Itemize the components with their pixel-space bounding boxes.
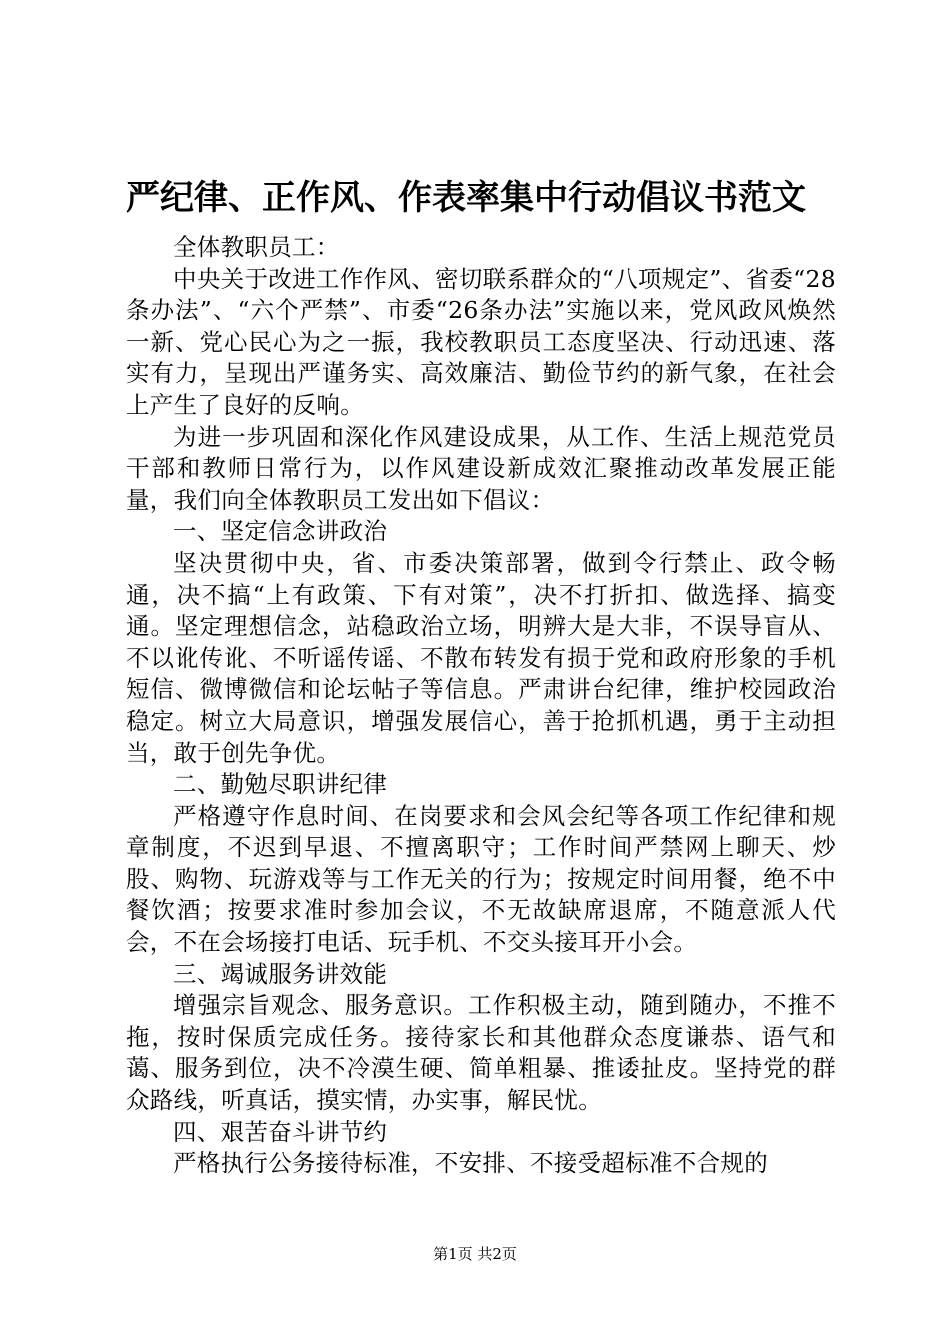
section-body-1: 坚决贯彻中央，省、市委决策部署，做到令行禁止、政令畅通，决不搞“上有政策、下有对策”，决不打折扣、做选择、搞变通。坚定理想信念，站稳政治立场，明辨大是大非，不误导盲从、不以讹传讹、不听谣传谣、不散布转发有损于党和政府形象的手机短信、微博微信和论坛帖子等信息。严肃讲台纪律，维护校园政治稳定。树立大局意识，增强发展信心，善于抢抓机遇，勇于主动担当，敢于创先争优。: [126, 548, 836, 767]
page-footer: 第1页 共2页: [433, 1245, 517, 1263]
section-body-2: 严格遵守作息时间、在岗要求和会风会纪等各项工作纪律和规章制度，不迟到早退、不擅离职守；工作时间严禁网上聊天、炒股、购物、玩游戏等与工作无关的行为；按规定时间用餐，绝不中餐饮酒；按要求准时参加会议，不无故缺席退席，不随意派人代会，不在会场接打电话、玩手机、不交头接耳开小会。: [126, 801, 836, 957]
proposal-paragraph: 为进一步巩固和深化作风建设成果，从工作、生活上规范党员干部和教师日常行为，以作风建设新成效汇聚推动改革发展正能量，我们向全体教职员工发出如下倡议：: [126, 422, 836, 514]
section-heading-3: 三、竭诚服务讲效能: [173, 959, 388, 988]
document-body: [126, 232, 836, 1180]
section-heading-2: 二、勤勉尽职讲纪律: [173, 770, 388, 799]
intro-paragraph: 中央关于改进工作作风、密切联系群众的“八项规定”、省委“28条办法”、“六个严禁”、市委“26条办法”实施以来，党风政风焕然一新、党心民心为之一振，我校教职员工态度坚决、行动迅速、落实有力，呈现出严谨务实、高效廉洁、勤俭节约的新气象，在社会上产生了良好的反响。: [126, 264, 836, 419]
section-heading-1: 一、坚定信念讲政治: [173, 517, 388, 546]
salutation: 全体教职员工：: [173, 233, 340, 261]
section-body-4: 严格执行公务接待标准，不安排、不接受超标准不合规的: [173, 1149, 768, 1178]
section-body-3: 增强宗旨观念、服务意识。工作积极主动，随到随办，不推不拖，按时保质完成任务。接待家长和其他群众态度谦恭、语气和蔼、服务到位，决不冷漠生硬、简单粗暴、推诿扯皮。坚持党的群众路线，听真话，摸实情，办实事，解民忧。: [126, 991, 836, 1115]
document-title: 严纪律、正作风、作表率集中行动倡议书范文: [126, 178, 806, 218]
section-heading-4: 四、艰苦奋斗讲节约: [173, 1117, 388, 1146]
